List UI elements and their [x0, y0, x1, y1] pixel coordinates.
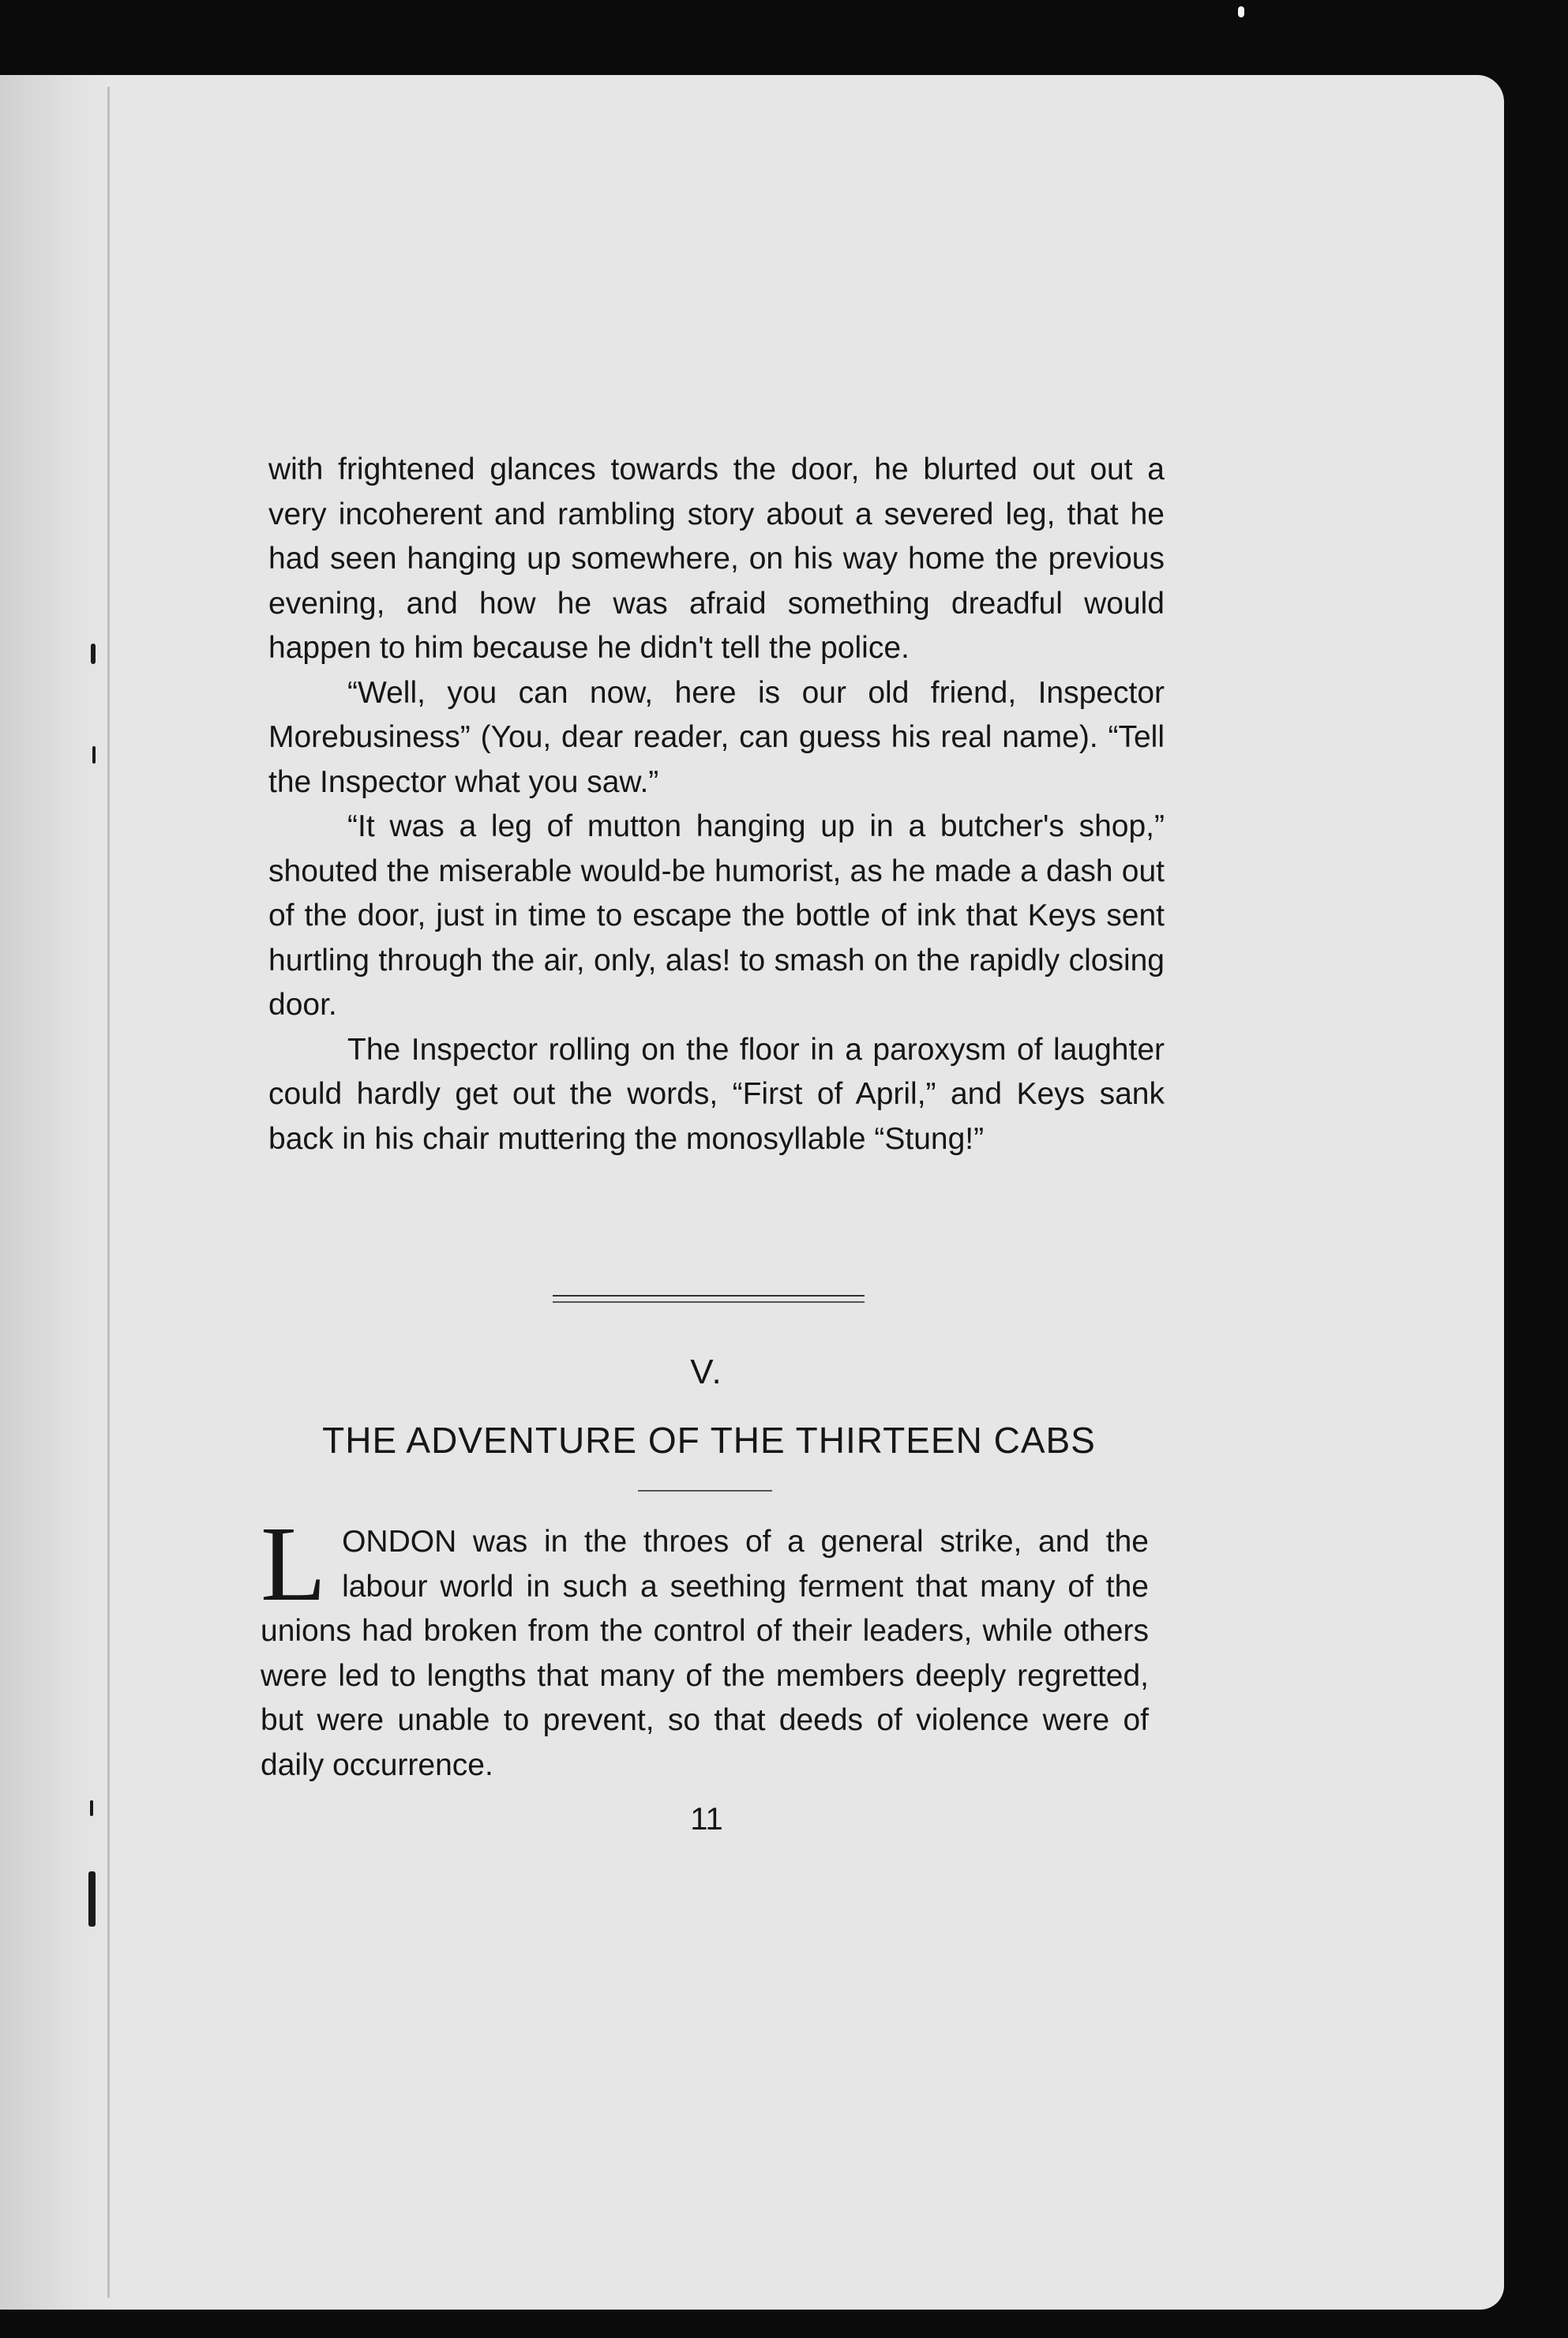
chapter-body [261, 1505, 1149, 1788]
page-number: 11 [690, 1802, 723, 1837]
paragraph: “It was a leg of mutton hanging up in a butcher's shop,” shouted the miserable would-be humorist, as he made a dash out of the door, just in time to escape the bottle of ink that Keys sent hurtling through the air, only, alas! to smash on the rapidly closing door. [268, 809, 1165, 1022]
chapter-opening-text: ONDON was in the throes of a general strike, and the labour world in such a seething ferment that many of the unions had broken from the control of their leaders, while others were led to lengths that many of the members deeply regretted, but were unable to prevent, so that deeds of violence were of daily occurrence. [261, 1525, 1149, 1782]
chapter-number: V. [690, 1353, 723, 1391]
body-text [268, 448, 1165, 1161]
drop-cap: L [261, 1505, 327, 1623]
binding-mark [88, 1871, 96, 1927]
book-page [0, 75, 1504, 2310]
paragraph: The Inspector rolling on the floor in a paroxysm of laughter could hardly get out the words, “First of April,” and Keys sank back in his chair muttering the monosyllable “Stung!” [268, 1032, 1165, 1156]
scan-speck [1238, 6, 1244, 17]
chapter-opening-paragraph [261, 1505, 1149, 1788]
continuation-paragraph: with frightened glances towards the door, he blurted out out a very incoherent and rambling story about a severed leg, that he had seen hanging up somewhere, on his way home the previous evening, and how he was afraid something dreadful would happen to him because he didn't tell the police. [268, 452, 1165, 665]
binding-mark [92, 746, 96, 764]
page-gutter [0, 75, 111, 2310]
chapter-title: THE ADVENTURE OF THE THIRTEEN CABS [322, 1420, 1096, 1461]
section-divider [553, 1295, 865, 1303]
title-underline [638, 1490, 772, 1492]
binding-mark [91, 644, 96, 664]
binding-fold-line [107, 87, 110, 2298]
paragraph: “Well, you can now, here is our old friend, Inspector Morebusiness” (You, dear reader, can guess his real name). “Tell the Inspector what you saw.” [268, 675, 1165, 799]
